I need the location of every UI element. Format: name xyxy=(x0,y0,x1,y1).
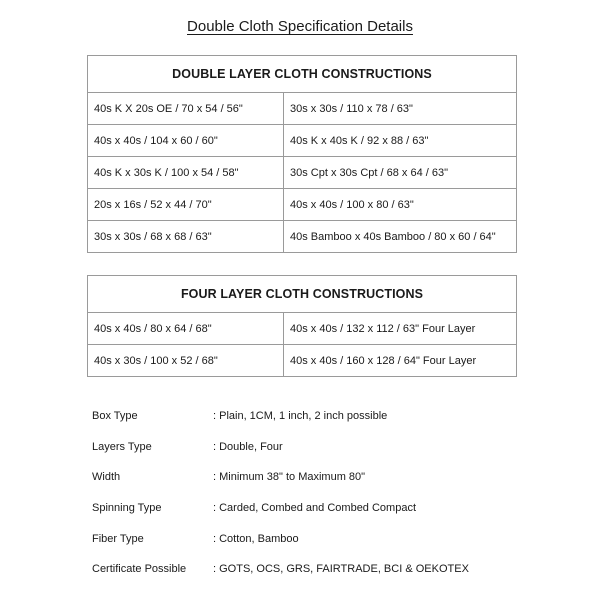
table-cell: 40s K x 40s K / 92 x 88 / 63" xyxy=(284,125,517,157)
table-cell: 40s x 40s / 132 x 112 / 63" Four Layer xyxy=(284,313,517,345)
table-cell: 40s x 40s / 80 x 64 / 68" xyxy=(88,313,284,345)
property-label: Certificate Possible xyxy=(92,563,187,576)
table-row xyxy=(88,345,517,377)
table-cell: 40s K X 20s OE / 70 x 54 / 56" xyxy=(88,93,284,125)
table-row xyxy=(88,221,517,253)
property-row xyxy=(92,493,532,524)
property-value: : Plain, 1CM, 1 inch, 2 inch possible xyxy=(213,410,388,423)
property-label: Fiber Type xyxy=(92,532,144,545)
property-value: : Minimum 38" to Maximum 80" xyxy=(213,471,366,484)
table-cell: 30s Cpt x 30s Cpt / 68 x 64 / 63" xyxy=(284,157,517,189)
property-row xyxy=(92,432,532,463)
table-row xyxy=(88,189,517,221)
property-label: Box Type xyxy=(92,410,138,423)
property-label: Layers Type xyxy=(92,440,152,453)
property-label: Width xyxy=(92,471,121,484)
property-value: : Carded, Combed and Combed Compact xyxy=(213,502,416,515)
property-value: : GOTS, OCS, GRS, FAIRTRADE, BCI & OEKOTEX xyxy=(213,563,469,576)
property-row xyxy=(92,554,532,585)
table-cell: 30s x 30s / 68 x 68 / 63" xyxy=(88,221,284,253)
table-cell: 40s x 40s / 104 x 60 / 60" xyxy=(88,125,284,157)
property-label: Spinning Type xyxy=(92,502,162,515)
double-layer-table-header: DOUBLE LAYER CLOTH CONSTRUCTIONS xyxy=(88,56,517,93)
table-cell: 40s x 40s / 100 x 80 / 63" xyxy=(284,189,517,221)
table-row xyxy=(88,157,517,189)
four-layer-table xyxy=(87,275,517,377)
table-cell: 20s x 16s / 52 x 44 / 70" xyxy=(88,189,284,221)
property-row xyxy=(92,401,532,432)
table-cell: 40s K x 30s K / 100 x 54 / 58" xyxy=(88,157,284,189)
property-row xyxy=(92,523,532,554)
properties-list xyxy=(92,401,532,585)
table-row xyxy=(88,93,517,125)
property-value: : Double, Four xyxy=(213,440,283,453)
table-cell: 40s x 30s / 100 x 52 / 68" xyxy=(88,345,284,377)
table-row xyxy=(88,125,517,157)
table-cell: 30s x 30s / 110 x 78 / 63" xyxy=(284,93,517,125)
property-row xyxy=(92,462,532,493)
double-layer-table xyxy=(87,55,517,253)
table-cell: 40s x 40s / 160 x 128 / 64" Four Layer xyxy=(284,345,517,377)
property-value: : Cotton, Bamboo xyxy=(213,532,299,545)
page-title: Double Cloth Specification Details xyxy=(187,18,413,35)
table-row xyxy=(88,313,517,345)
table-cell: 40s Bamboo x 40s Bamboo / 80 x 60 / 64" xyxy=(284,221,517,253)
four-layer-table-header: FOUR LAYER CLOTH CONSTRUCTIONS xyxy=(88,276,517,313)
